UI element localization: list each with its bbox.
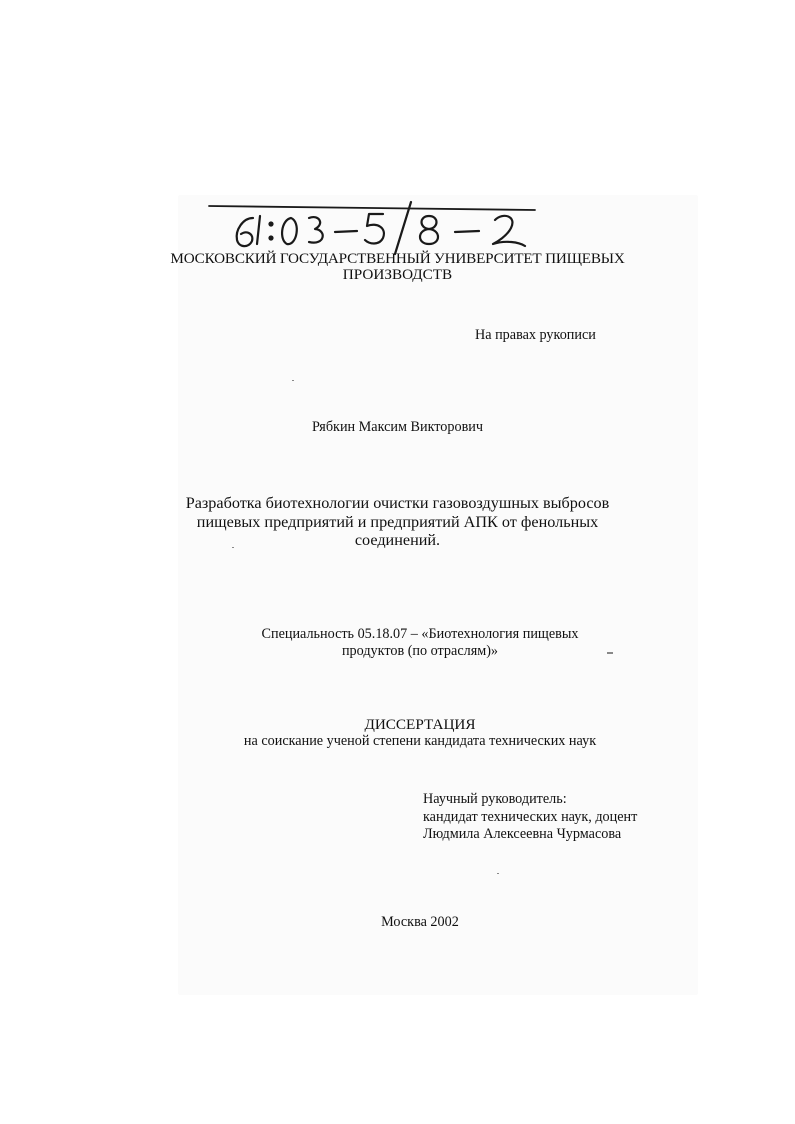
- handwritten-archive-code: [205, 196, 545, 258]
- advisor-label: Научный руководитель:: [423, 791, 567, 807]
- rights-note: На правах рукописи: [475, 327, 596, 343]
- dissertation-type: [0, 716, 795, 750]
- scan-speck: [607, 652, 613, 654]
- dissertation-subheading: на соискание ученой степени кандидата технических наук: [243, 733, 597, 749]
- university-name-line2: ПРОИЗВОДСТВ: [342, 266, 453, 283]
- city-year: Москва 2002: [381, 914, 459, 930]
- advisor-degree: кандидат технических наук, доцент: [423, 808, 638, 825]
- advisor-name: Людмила Алексеевна Чурмасова: [423, 826, 622, 842]
- dissertation-title: [0, 494, 795, 550]
- specialty: [0, 626, 795, 660]
- title-line2: пищевых предприятий и предприятий АПК от фенольных: [196, 512, 599, 531]
- title-line3: соединений.: [354, 531, 441, 549]
- scan-background: [178, 195, 698, 995]
- university-name-line1: МОСКОВСКИЙ ГОСУДАРСТВЕННЫЙ УНИВЕРСИТЕТ ПИЩЕВЫХ: [170, 250, 625, 267]
- scan-speck: [232, 547, 234, 548]
- scientific-advisor: [423, 791, 637, 844]
- scan-speck: [292, 380, 294, 381]
- specialty-line1: Специальность 05.18.07 – «Биотехнология пищевых: [261, 626, 579, 642]
- author-name: Рябкин Максим Викторович: [311, 419, 484, 435]
- scan-speck: [497, 873, 499, 874]
- dissertation-heading: ДИССЕРТАЦИЯ: [364, 716, 476, 733]
- specialty-line2: продуктов (по отраслям)»: [341, 643, 499, 659]
- handwritten-code-drawing: [205, 196, 545, 258]
- title-line1: Разработка биотехнологии очистки газовоздушных выбросов: [185, 494, 610, 512]
